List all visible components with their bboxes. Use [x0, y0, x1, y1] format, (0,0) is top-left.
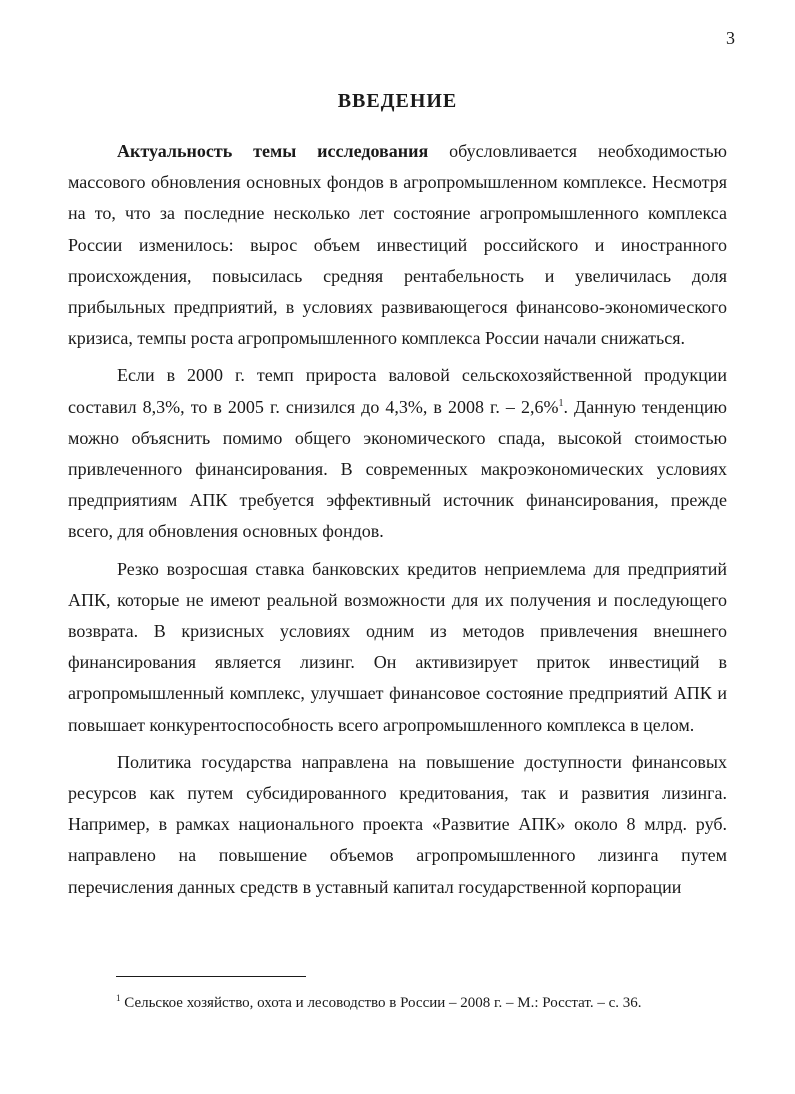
paragraph-credit [68, 554, 727, 741]
footnote-text: Сельское хозяйство, охота и лесоводство в России – 2008 г. – М.: Росстат. – с. 36. [120, 995, 642, 1011]
paragraph-text: обусловливается необходимостью массового обновления основных фондов в агропромышленном комплексе. Несмотря на то, что за последние несколько лет состояние агропромышленного комплекса России изменилось: вырос объем инвестиций российского и иностранного происхождения, повысилась средняя рентабельность и увеличилась доля прибыльных предприятий, в условиях развивающегося финансово-экономического кризиса, темпы роста агропромышленного комплекса России начали снижаться. [68, 141, 728, 349]
page-title: ВВЕДЕНИЕ [337, 90, 458, 112]
paragraph-text: Политика государства направлена на повышение доступности финансовых ресурсов как путем субсидированного кредитования, так и развития лизинга. Например, в рамках национального проекта «Развитие АПК» около 8 млрд. руб. направлено на повышение объемов агропромышленного лизинга путем перечисления данных средств в уставный капитал государственной корпорации [68, 751, 727, 897]
paragraph-text: Резко возросшая ставка банковских кредитов неприемлема для предприятий АПК, которые не имеют реальной возможности для их получения и последующего возврата. В кризисных условиях одним из методов привлечения внешнего финансирования является лизинг. Он активизирует приток инвестиций в агропромышленный комплекс, улучшает финансовое состояние предприятий АПК и повышает конкурентоспособность всего агропромышленного комплекса в целом. [68, 558, 727, 735]
paragraph-text: . Данную тенденцию можно объяснить помимо общего экономического спада, высокой стоимостью привлеченного финансирования. В современных макроэкономических условиях предприятиям АПК требуется эффективный источник финансирования, прежде всего, для обновления основных фондов. [68, 396, 727, 542]
body-text [68, 136, 727, 903]
footnote-marker: 1 [116, 993, 121, 1003]
relevance-term: Актуальность темы исследования [117, 141, 429, 161]
paragraph-policy [68, 747, 727, 903]
footnote-divider [116, 976, 306, 977]
paragraph-relevance [68, 136, 727, 354]
footnote [116, 995, 736, 1012]
paragraph-text: Если в 2000 г. темп прироста валовой сельскохозяйственной продукции составил 8,3%, то в 2005 г. снизился до 4,3%, в 2008 г. – 2,6% [68, 365, 727, 417]
paragraph-growth [68, 360, 727, 547]
footnote-reference: 1 [558, 397, 564, 409]
page-number: 3 [726, 28, 735, 48]
